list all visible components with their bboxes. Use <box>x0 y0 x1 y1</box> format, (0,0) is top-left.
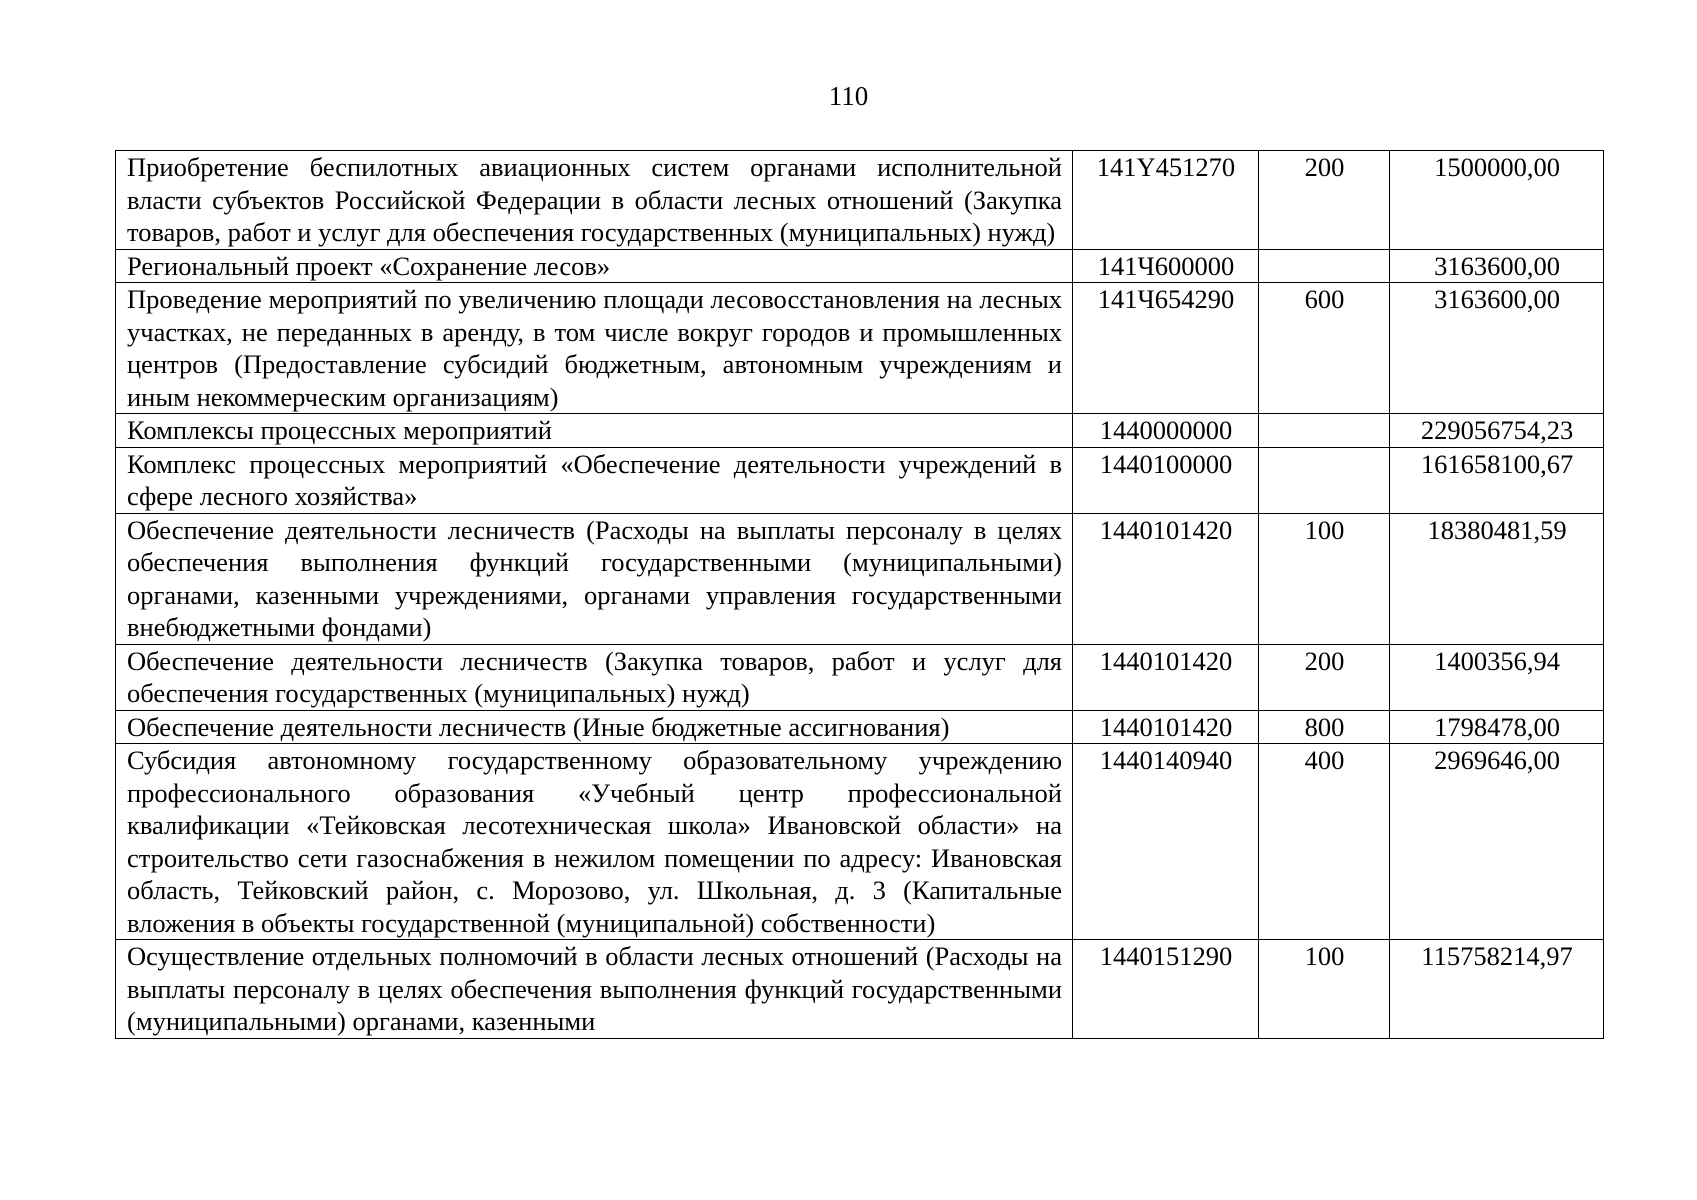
row-csr-cell: 1440101420 <box>1073 513 1259 644</box>
row-csr-cell: 141Ч600000 <box>1073 249 1259 283</box>
row-csr-cell: 1440000000 <box>1073 414 1259 448</box>
row-name-cell: Проведение мероприятий по увеличению площади лесовосстановления на лесных участках, не переданных в аренду, в том числе вокруг городов и промышленных центров (Предоставление субсидий бюджетным, автономным учреждениям и иным некоммерческим организациям) <box>116 283 1073 414</box>
row-vr-cell: 400 <box>1259 744 1390 940</box>
budget-table <box>115 150 1604 1039</box>
row-name-cell: Комплекс процессных мероприятий «Обеспечение деятельности учреждений в сфере лесного хозяйства» <box>116 447 1073 513</box>
table-row <box>116 710 1604 744</box>
row-name-cell: Обеспечение деятельности лесничеств (Иные бюджетные ассигнования) <box>116 710 1073 744</box>
row-vr-cell: 600 <box>1259 283 1390 414</box>
row-vr-cell <box>1259 249 1390 283</box>
row-name-cell: Обеспечение деятельности лесничеств (Расходы на выплаты персоналу в целях обеспечения выполнения функций государственными (муниципальными) органами, казенными учреждениями, органами управления государственными внебюджетными фондами) <box>116 513 1073 644</box>
table-row <box>116 744 1604 940</box>
row-vr-cell: 100 <box>1259 513 1390 644</box>
row-sum-cell: 229056754,23 <box>1390 414 1604 448</box>
row-csr-cell: 141Ч654290 <box>1073 283 1259 414</box>
row-sum-cell: 18380481,59 <box>1390 513 1604 644</box>
row-name-cell: Субсидия автономному государственному образовательному учреждению профессионального образования «Учебный центр профессиональной квалификации «Тейковская лесотехническая школа» Ивановской области» на строительство сети газоснабжения в нежилом помещении по адресу: Ивановская область, Тейковский район, с. Морозово, ул. Школьная, д. 3 (Капитальные вложения в объекты государственной (муниципальной) собственности) <box>116 744 1073 940</box>
row-sum-cell: 1798478,00 <box>1390 710 1604 744</box>
row-name-cell: Региональный проект «Сохранение лесов» <box>116 249 1073 283</box>
row-vr-cell <box>1259 414 1390 448</box>
table-row <box>116 513 1604 644</box>
row-csr-cell: 1440101420 <box>1073 644 1259 710</box>
row-sum-cell: 115758214,97 <box>1390 940 1604 1039</box>
row-name-cell: Приобретение беспилотных авиационных систем органами исполнительной власти субъектов Российской Федерации в области лесных отношений (Закупка товаров, работ и услуг для обеспечения государственных (муниципальных) нужд) <box>116 151 1073 250</box>
row-name-cell: Осуществление отдельных полномочий в области лесных отношений (Расходы на выплаты персоналу в целях обеспечения выполнения функций государственными (муниципальными) органами, казенными <box>116 940 1073 1039</box>
table-row <box>116 447 1604 513</box>
row-sum-cell: 3163600,00 <box>1390 283 1604 414</box>
table-row <box>116 151 1604 250</box>
table-row <box>116 414 1604 448</box>
row-csr-cell: 1440151290 <box>1073 940 1259 1039</box>
row-name-cell: Комплексы процессных мероприятий <box>116 414 1073 448</box>
row-vr-cell: 800 <box>1259 710 1390 744</box>
row-name-cell: Обеспечение деятельности лесничеств (Закупка товаров, работ и услуг для обеспечения государственных (муниципальных) нужд) <box>116 644 1073 710</box>
row-csr-cell: 141Y451270 <box>1073 151 1259 250</box>
row-vr-cell: 200 <box>1259 644 1390 710</box>
row-vr-cell: 200 <box>1259 151 1390 250</box>
row-csr-cell: 1440140940 <box>1073 744 1259 940</box>
table-row <box>116 644 1604 710</box>
page-number: 110 <box>828 81 869 111</box>
budget-table-body <box>116 151 1604 1039</box>
table-row <box>116 283 1604 414</box>
row-sum-cell: 161658100,67 <box>1390 447 1604 513</box>
row-sum-cell: 1500000,00 <box>1390 151 1604 250</box>
row-csr-cell: 1440101420 <box>1073 710 1259 744</box>
row-sum-cell: 3163600,00 <box>1390 249 1604 283</box>
row-csr-cell: 1440100000 <box>1073 447 1259 513</box>
table-row <box>116 249 1604 283</box>
row-vr-cell: 100 <box>1259 940 1390 1039</box>
row-sum-cell: 1400356,94 <box>1390 644 1604 710</box>
row-vr-cell <box>1259 447 1390 513</box>
row-sum-cell: 2969646,00 <box>1390 744 1604 940</box>
table-row <box>116 940 1604 1039</box>
